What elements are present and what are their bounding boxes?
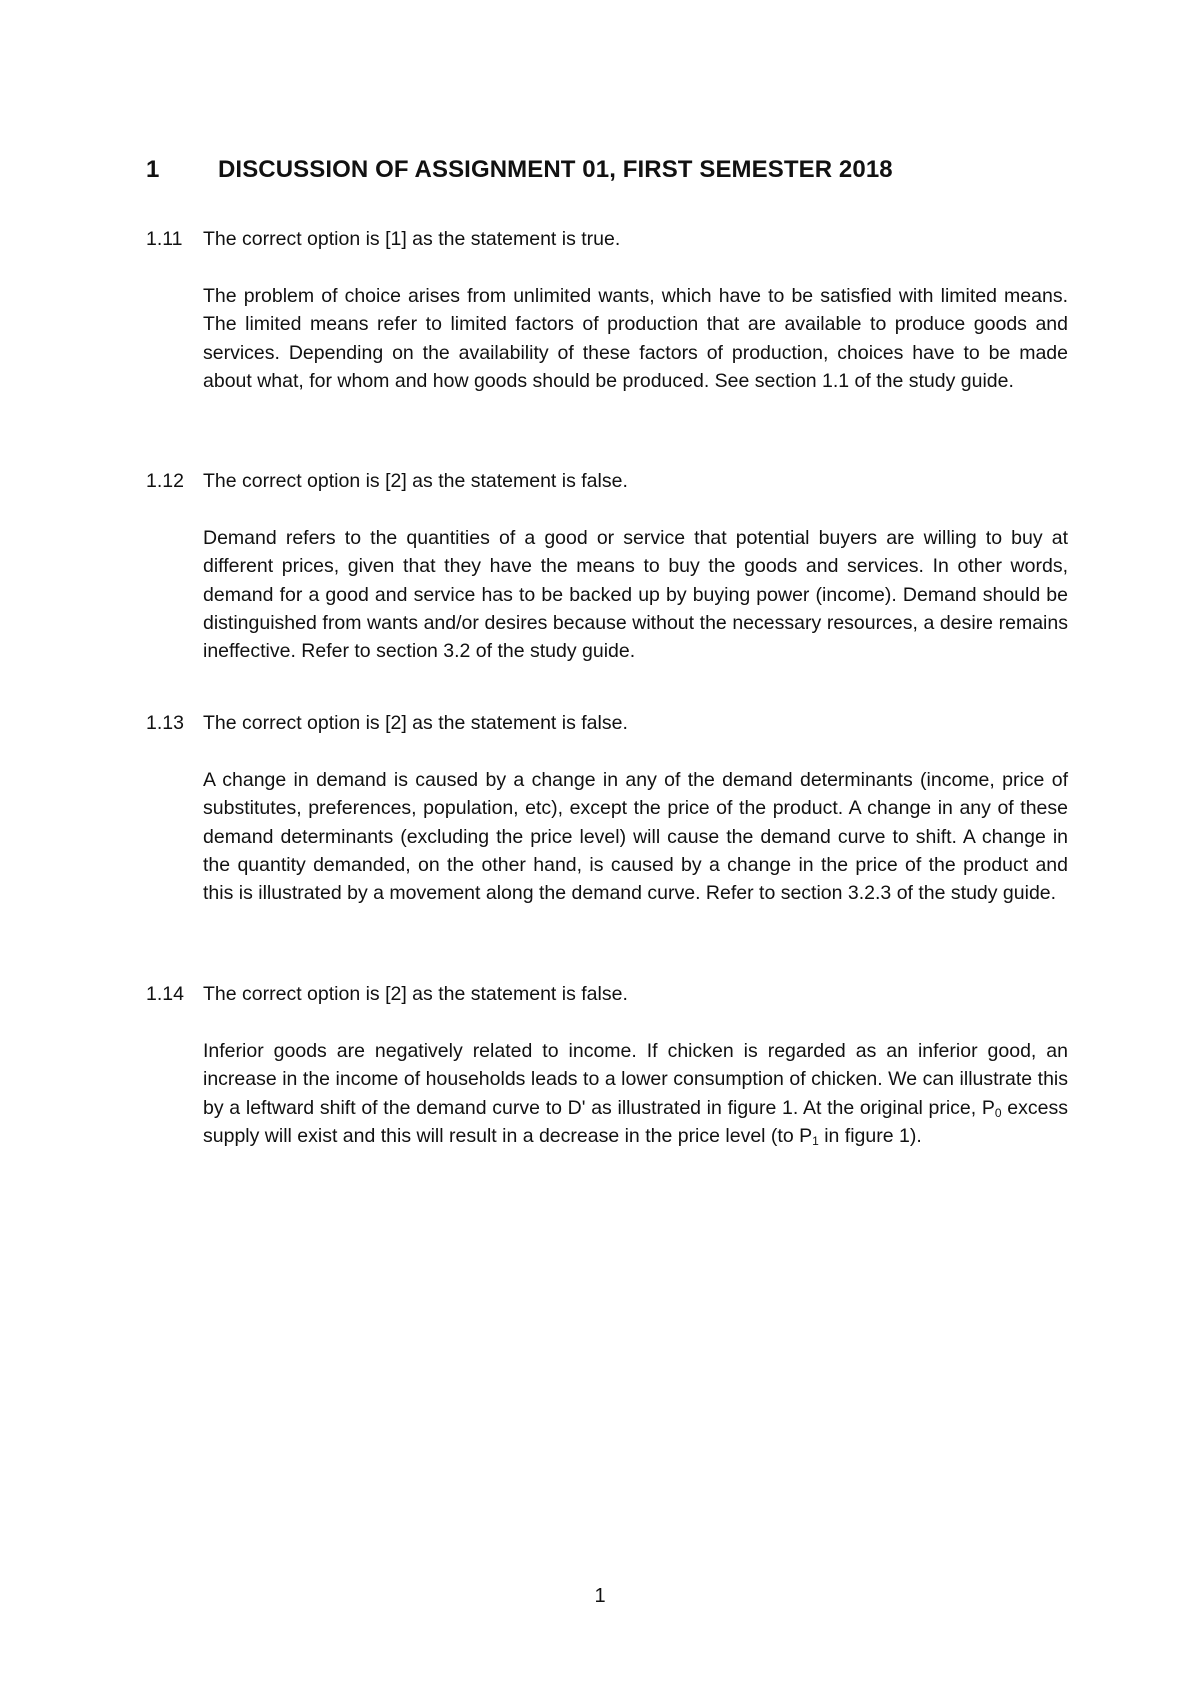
question-number: 1.12 (146, 470, 184, 492)
page-number: 1 (594, 1585, 606, 1607)
question-explanation: The problem of choice arises from unlimited wants, which have to be satisfied with limited means. The limited means refer to limited factors of production that are available to produce goods and services. Depending on the availability of these factors of production, choices have to be made about what, for whom and how goods should be produced. See section 1.1 of the study guide. (203, 285, 1068, 392)
section-number: 1 (146, 156, 160, 183)
explanation-text: excess supply will exist and this will result in a decrease in the price level (to P (203, 1096, 1068, 1147)
question-statement: The correct option is [1] as the statement is true. (203, 228, 621, 250)
question-number: 1.11 (146, 228, 183, 250)
subscript-one: 1 (812, 1133, 819, 1148)
question-statement-line (146, 980, 1068, 1008)
question-explanation (203, 1037, 1068, 1150)
explanation-text: in figure 1). (818, 1124, 922, 1147)
question-block (146, 225, 1068, 395)
question-statement: The correct option is [2] as the statement is false. (203, 470, 628, 492)
question-statement-line (146, 225, 1068, 253)
question-explanation: Demand refers to the quantities of a good or service that potential buyers are willing to buy at different prices, given that they have the means to buy the goods and services. In other words, demand for a good and service has to be backed up by buying power (income). Demand should be distinguished from wants and/or desires because without the necessary resources, a desire remains ineffective. Refer to section 3.2 of the study guide. (203, 527, 1068, 663)
question-block (146, 467, 1068, 665)
subscript-zero: 0 (994, 1105, 1002, 1120)
question-number: 1.14 (146, 983, 184, 1005)
explanation-text: Inferior goods are negatively related to income. If chicken is regarded as an inferior good, an increase in the income of households leads to a lower consumption of chicken. We can illustrate this by a leftward shift of the demand curve to D' as illustrated in figure 1. At the original price, P (203, 1040, 1068, 1119)
question-statement-line (146, 709, 1068, 737)
question-block (146, 980, 1068, 1150)
question-block (146, 709, 1068, 907)
question-explanation: A change in demand is caused by a change in any of the demand determinants (income, price of substitutes, preferences, population, etc), except the price of the product. A change in any of these demand determinants (excluding the price level) will cause the demand curve to shift. A change in the quantity demanded, on the other hand, is caused by a change in the price of the product and this is illustrated by a movement along the demand curve. Refer to section 3.2.3 of the study guide. (203, 769, 1068, 905)
question-number: 1.13 (146, 712, 184, 734)
section-title: DISCUSSION OF ASSIGNMENT 01, FIRST SEMESTER 2018 (218, 156, 893, 183)
question-statement: The correct option is [2] as the statement is false. (203, 712, 628, 734)
question-statement: The correct option is [2] as the statement is false. (203, 983, 628, 1005)
section-heading (146, 154, 1086, 186)
question-statement-line (146, 467, 1068, 495)
